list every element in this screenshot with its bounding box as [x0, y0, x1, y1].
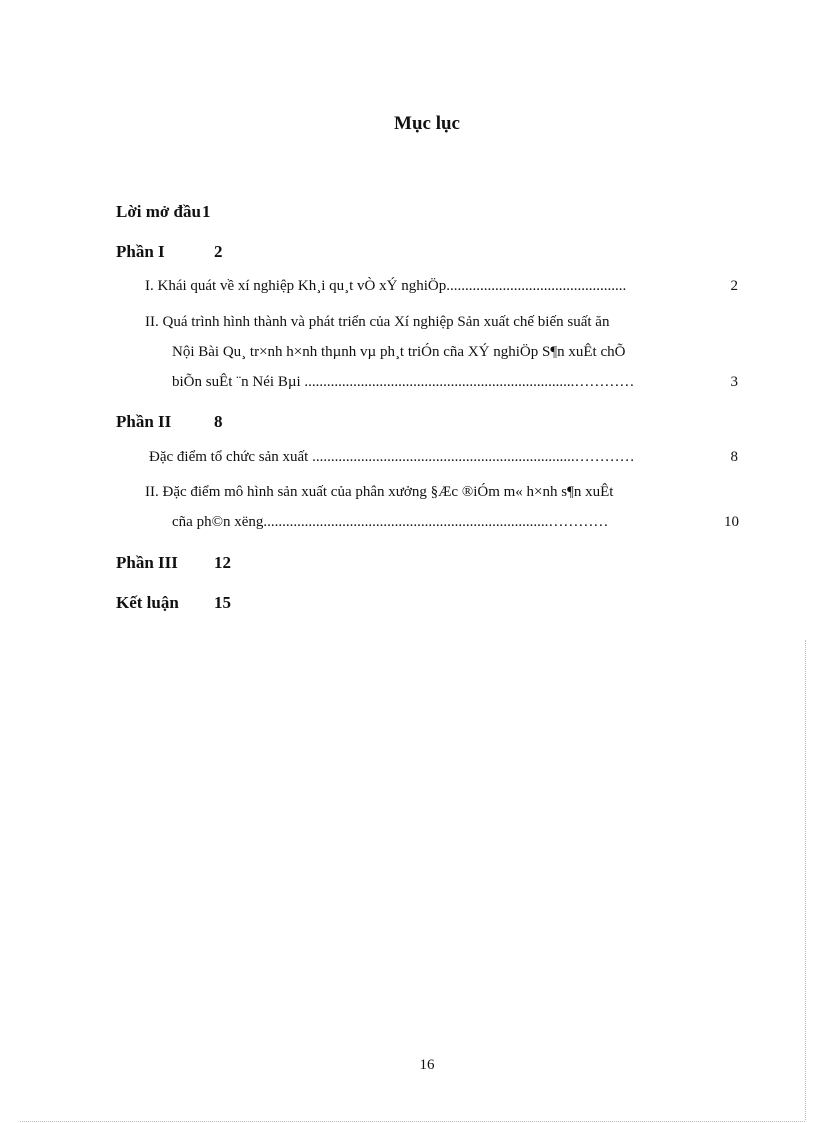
toc-part-1[interactable] [116, 242, 223, 262]
toc-entry-1-page: 2 [730, 278, 738, 294]
toc-part-3-label: Phần III [116, 553, 178, 572]
toc-part-1-label: Phần I [116, 242, 165, 261]
toc-entry-4-line-2-text: cña ph©n xëng [172, 514, 264, 530]
toc-entry-4-page: 10 [724, 514, 739, 530]
toc-entry-3-text: Đặc điểm tổ chức sản xuất [149, 449, 309, 465]
toc-entry-4-line-1[interactable]: II. Đặc điểm mô hình sản xuất của phân xưởng §Æc ®iÓm m« h×nh s¶n xuÊt [145, 484, 614, 500]
toc-entry-2-page: 3 [730, 374, 738, 390]
toc-intro-label: Lời mở đầu [116, 202, 201, 221]
toc-entry-1-leader: ................................................ [446, 278, 627, 294]
toc-part-2-label: Phần II [116, 412, 172, 431]
toc-entry-1[interactable] [145, 278, 626, 295]
toc-entry-4-leader: ............................................................................………… [263, 514, 609, 530]
toc-part-3[interactable] [116, 553, 231, 573]
page-edge-right [805, 640, 806, 1120]
toc-entry-1-text: I. Khái quát về xí nghiệp Kh¸i qu¸t vÒ xÝ nghiÖp [145, 278, 447, 294]
toc-entry-4-line-2[interactable] [172, 514, 608, 531]
toc-part-2-page: 8 [214, 412, 223, 431]
toc-entry-2-line-3-text: biÕn suÊt ¨n Néi Bµi [172, 374, 301, 390]
toc-part-1-page: 2 [214, 242, 223, 261]
toc-conclusion-label: Kết luận [116, 593, 179, 612]
toc-conclusion[interactable] [116, 593, 231, 613]
toc-entry-2-line-1[interactable]: II. Quá trình hình thành và phát triển của Xí nghiệp Sản xuất chế biến suất ăn [145, 314, 610, 330]
toc-title: Mục lục [394, 113, 460, 134]
page-edge-bottom [20, 1121, 805, 1122]
toc-intro-page: 1 [202, 202, 211, 221]
toc-entry-2-line-3[interactable] [172, 374, 634, 391]
toc-entry-3-page: 8 [730, 449, 738, 465]
toc-entry-3[interactable] [149, 449, 635, 466]
toc-conclusion-page: 15 [214, 593, 231, 612]
toc-entry-3-leader: ......................................................................………… [312, 449, 635, 465]
toc-entry-2-line-2[interactable]: Nội Bài Qu¸ tr×nh h×nh thµnh vµ ph¸t triÓn cña XÝ nghiÖp S¶n xuÊt chÕ [172, 344, 626, 360]
toc-intro[interactable] [116, 202, 211, 222]
toc-entry-2-leader: ........................................................................………… [304, 374, 635, 390]
page-number: 16 [419, 1057, 435, 1073]
toc-part-3-page: 12 [214, 553, 231, 572]
toc-part-2[interactable] [116, 412, 223, 432]
